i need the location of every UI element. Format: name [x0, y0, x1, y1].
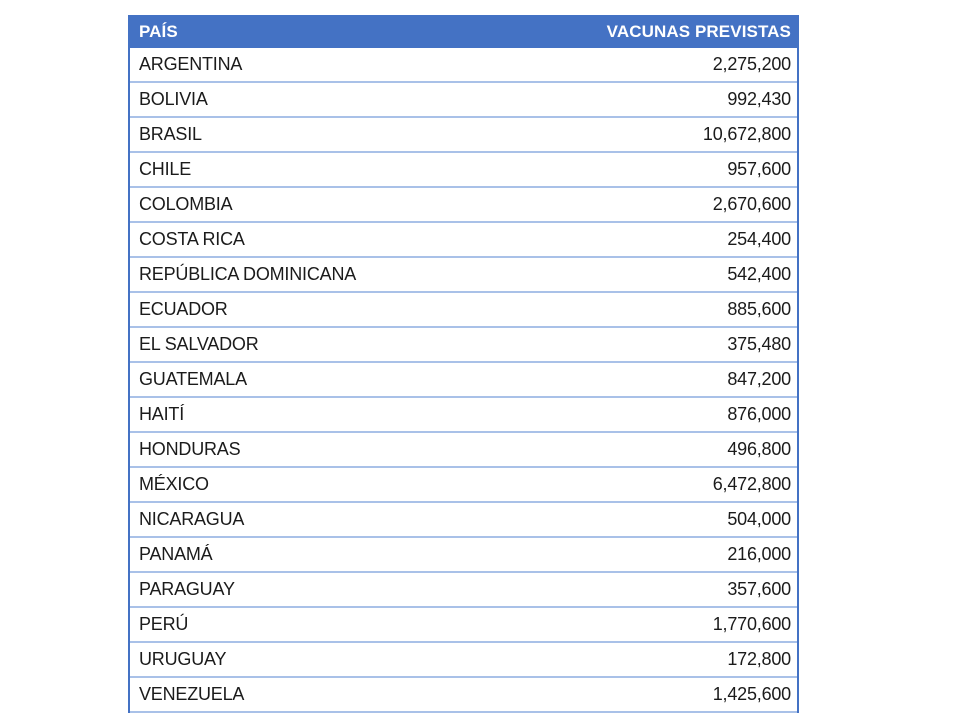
table-row: [130, 153, 797, 188]
cell-vacunas: 357,600: [727, 579, 791, 599]
cell-pais: COLOMBIA: [139, 194, 233, 214]
cell-pais: ARGENTINA: [139, 54, 243, 74]
cell-vacunas: 1,425,600: [712, 684, 791, 704]
cell-pais: HONDURAS: [139, 439, 241, 459]
table-row: [130, 678, 797, 713]
cell-vacunas: 504,000: [727, 509, 791, 529]
cell-pais: URUGUAY: [139, 649, 227, 669]
cell-vacunas: 2,670,600: [712, 194, 791, 214]
table-row: [130, 608, 797, 643]
cell-vacunas: 10,672,800: [702, 124, 791, 144]
table-row: [130, 83, 797, 118]
cell-pais: GUATEMALA: [139, 369, 247, 389]
column-header-pais: PAÍS: [139, 21, 178, 41]
table-row: [130, 433, 797, 468]
cell-vacunas: 876,000: [727, 404, 791, 424]
cell-pais: BRASIL: [139, 124, 202, 144]
table-row: [130, 573, 797, 608]
cell-vacunas: 1,770,600: [712, 614, 791, 634]
table-row: [130, 503, 797, 538]
table-row: [130, 643, 797, 678]
column-header-vacunas: VACUNAS PREVISTAS: [606, 21, 791, 41]
table-row: [130, 118, 797, 153]
table-row: [130, 363, 797, 398]
cell-pais: HAITÍ: [139, 404, 185, 424]
table-row: [130, 328, 797, 363]
table-row: [130, 223, 797, 258]
cell-vacunas: 847,200: [727, 369, 791, 389]
table-row: [130, 538, 797, 573]
cell-vacunas: 254,400: [727, 229, 791, 249]
table-row: [130, 48, 797, 83]
cell-pais: PARAGUAY: [139, 579, 235, 599]
cell-vacunas: 2,275,200: [712, 54, 791, 74]
cell-pais: NICARAGUA: [139, 509, 245, 529]
cell-pais: BOLIVIA: [139, 89, 208, 109]
cell-pais: PANAMÁ: [139, 544, 213, 564]
cell-vacunas: 885,600: [727, 299, 791, 319]
cell-pais: REPÚBLICA DOMINICANA: [139, 264, 357, 284]
vaccine-table: [128, 15, 799, 713]
table-row: [130, 293, 797, 328]
cell-vacunas: 542,400: [727, 264, 791, 284]
cell-pais: CHILE: [139, 159, 192, 179]
cell-pais: PERÚ: [139, 614, 189, 634]
cell-vacunas: 957,600: [727, 159, 791, 179]
cell-vacunas: 216,000: [727, 544, 791, 564]
cell-pais: EL SALVADOR: [139, 334, 259, 354]
cell-vacunas: 992,430: [727, 89, 791, 109]
table-row: [130, 398, 797, 433]
table-row: [130, 468, 797, 503]
cell-vacunas: 6,472,800: [712, 474, 791, 494]
cell-pais: ECUADOR: [139, 299, 228, 319]
cell-pais: MÉXICO: [139, 474, 209, 494]
cell-pais: COSTA RICA: [139, 229, 245, 249]
cell-vacunas: 172,800: [727, 649, 791, 669]
table-header-row: [130, 15, 797, 48]
table-body: [130, 48, 797, 713]
cell-vacunas: 496,800: [727, 439, 791, 459]
table-row: [130, 258, 797, 293]
cell-pais: VENEZUELA: [139, 684, 245, 704]
cell-vacunas: 375,480: [727, 334, 791, 354]
table-row: [130, 188, 797, 223]
